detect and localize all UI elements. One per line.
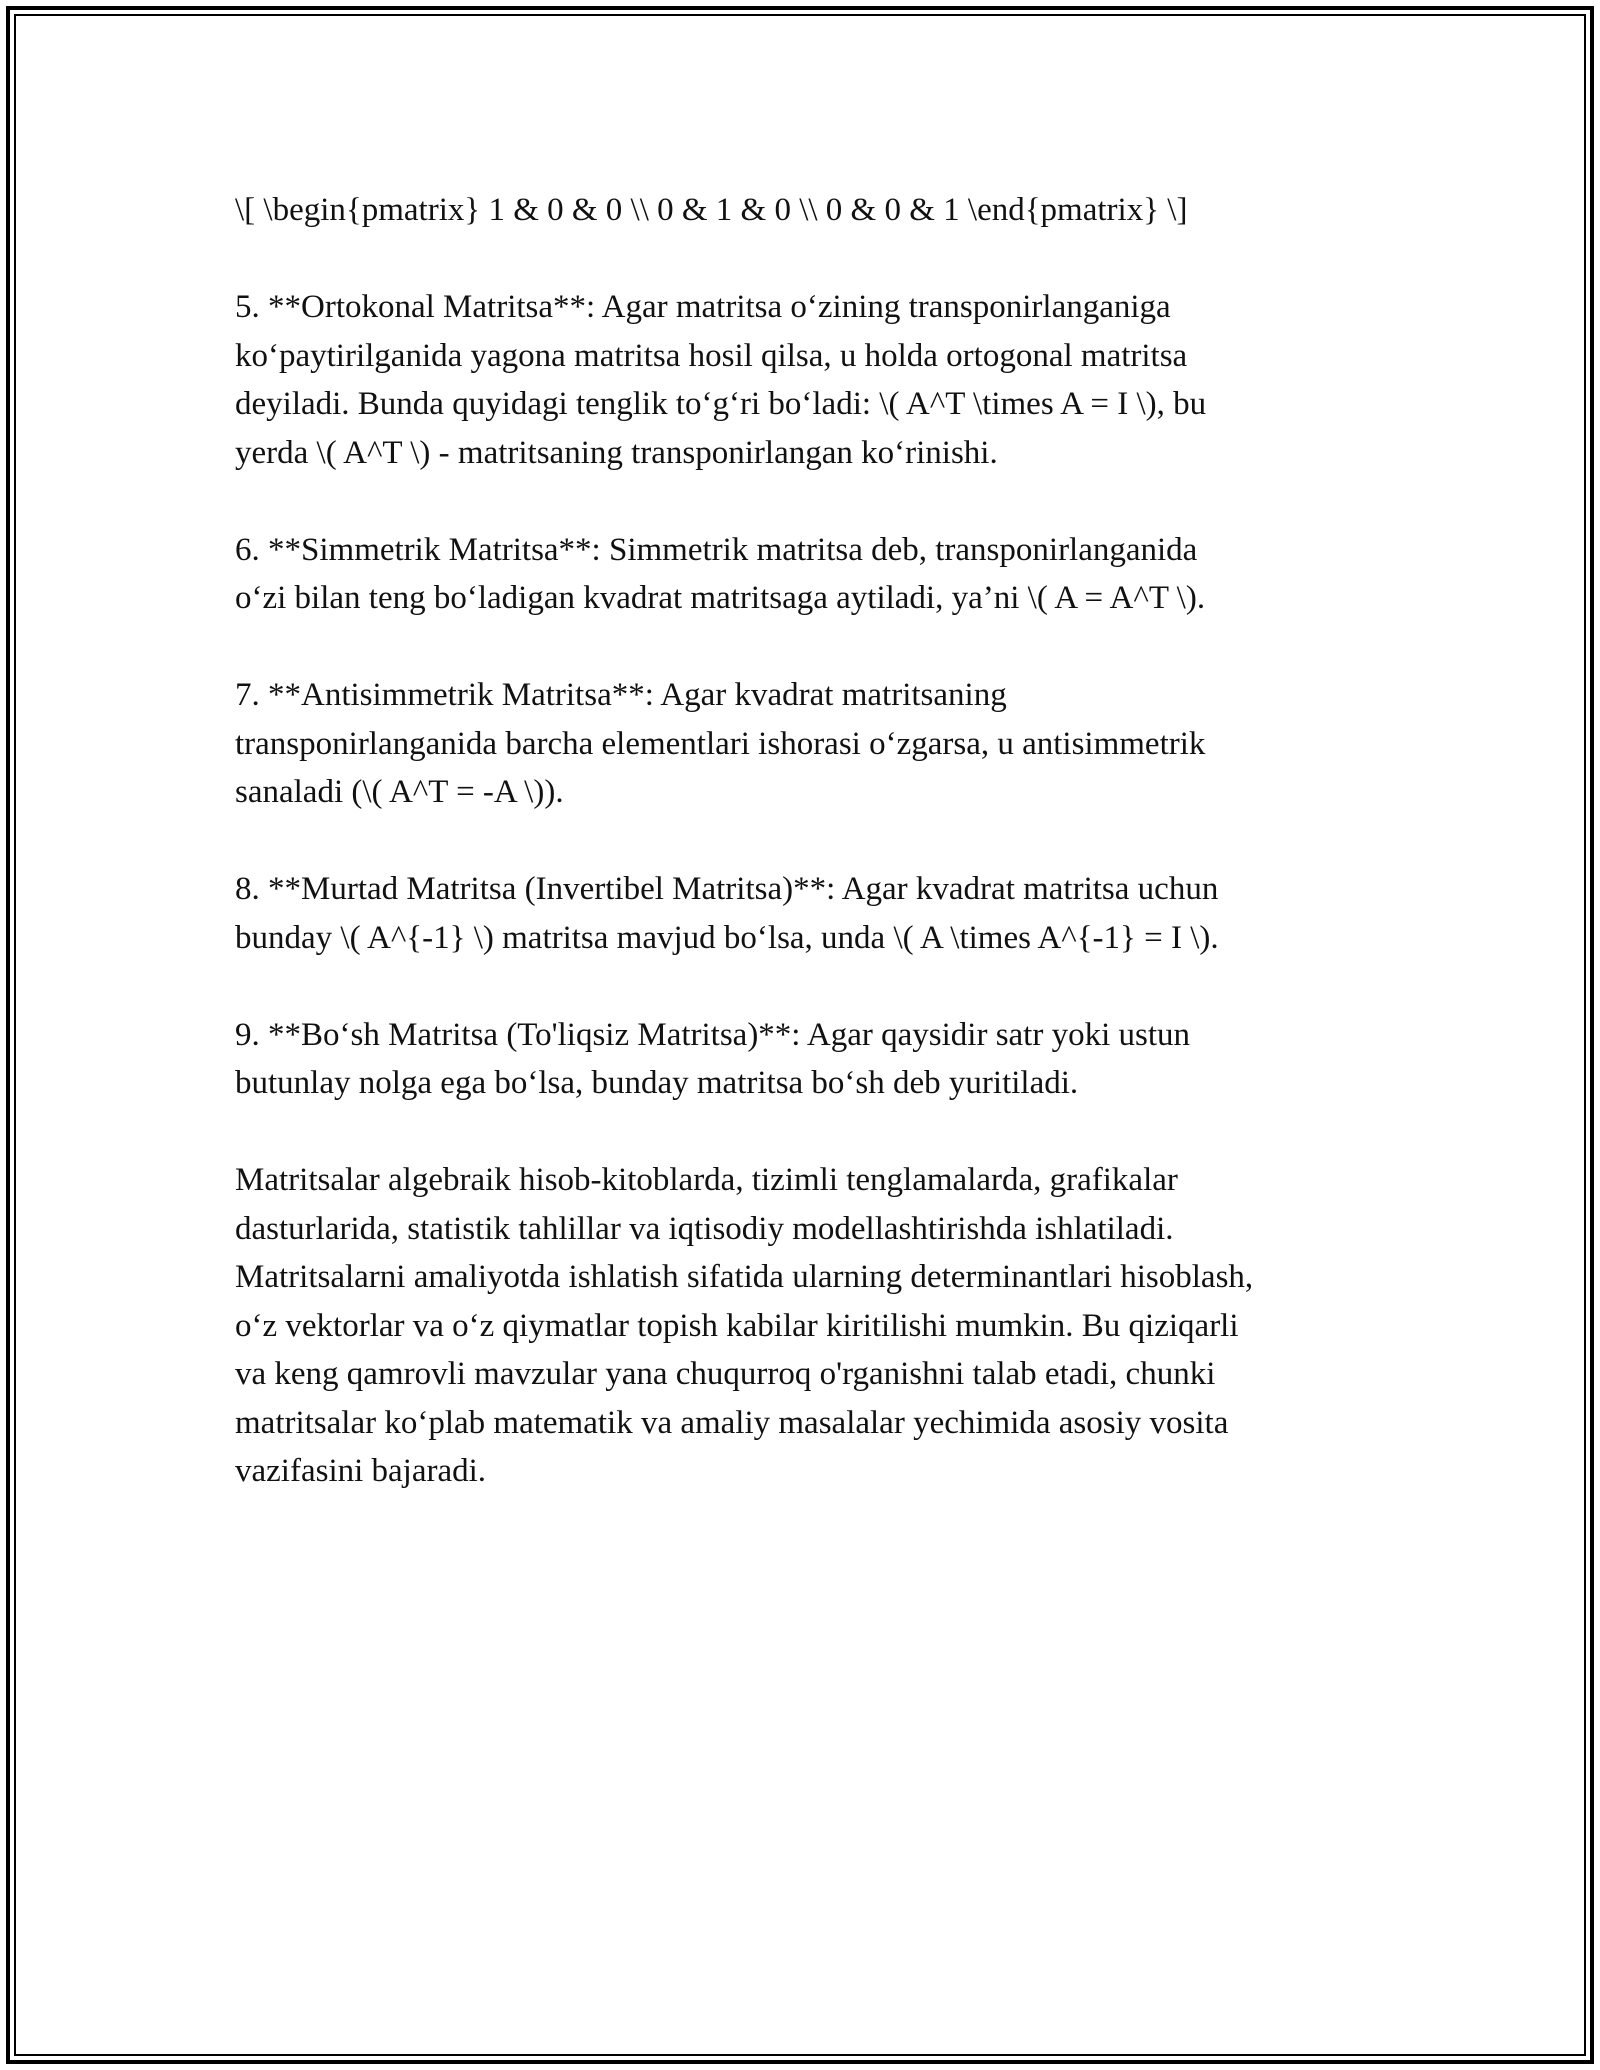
item-antisymmetric-matrix: 7. **Antisimmetrik Matritsa**: Agar kvadrat matritsaning transponirlanganida barcha elementlari ishorasi o‘zgarsa, u antisimmetrik sanaladi (\( A^T = -A \)).	[235, 677, 1206, 810]
closing-paragraph: Matritsalar algebraik hisob-kitoblarda, tizimli tenglamalarda, grafikalar dasturlarida, statistik tahlillar va iqtisodiy modellashtirishda ishlatiladi. Matritsalarni amaliyotda ishlatish sifatida ularning determinantlari hisoblash, o‘z vektorlar va o‘z qiymatlar topish kabilar kiritilishi mumkin. Bu qiziqarli va keng qamrovli mavzular yana chuqurroq o'rganishni talab etadi, chunki matritsalar ko‘plab matematik va amaliy masalalar yechimida asosiy vosita vazifasini bajaradi.	[235, 1162, 1254, 1489]
item-orthogonal-matrix: 5. **Ortokonal Matritsa**: Agar matritsa o‘zining transponirlanganiga ko‘paytirilganida yagona matritsa hosil qilsa, u holda ortogonal matritsa deyiladi. Bunda quyidagi tenglik to‘g‘ri bo‘ladi: \( A^T \times A = I \), bu yerda \( A^T \) - matritsaning transponirlangan ko‘rinishi.	[235, 289, 1207, 471]
item-invertible-matrix: 8. **Murtad Matritsa (Invertibel Matritsa)**: Agar kvadrat matritsa uchun bunday \( A^{-1} \) matritsa mavjud bo‘lsa, unda \( A \times A^{-1} = I \).	[235, 871, 1219, 956]
item-symmetric-matrix: 6. **Simmetrik Matritsa**: Simmetrik matritsa deb, transponirlanganida o‘zi bilan teng bo‘ladigan kvadrat matritsaga aytiladi, ya’ni \( A = A^T \).	[235, 531, 1206, 616]
item-empty-matrix: 9. **Bo‘sh Matritsa (To'liqsiz Matritsa)**: Agar qaysidir satr yoki ustun butunlay nolga ega bo‘lsa, bunday matritsa bo‘sh deb yuritiladi.	[235, 1016, 1191, 1101]
identity-matrix-formula: \[ \begin{pmatrix} 1 & 0 & 0 \\ 0 & 1 & 0 \\ 0 & 0 & 1 \end{pmatrix} \]	[235, 192, 1188, 228]
document-body	[235, 186, 1375, 1496]
